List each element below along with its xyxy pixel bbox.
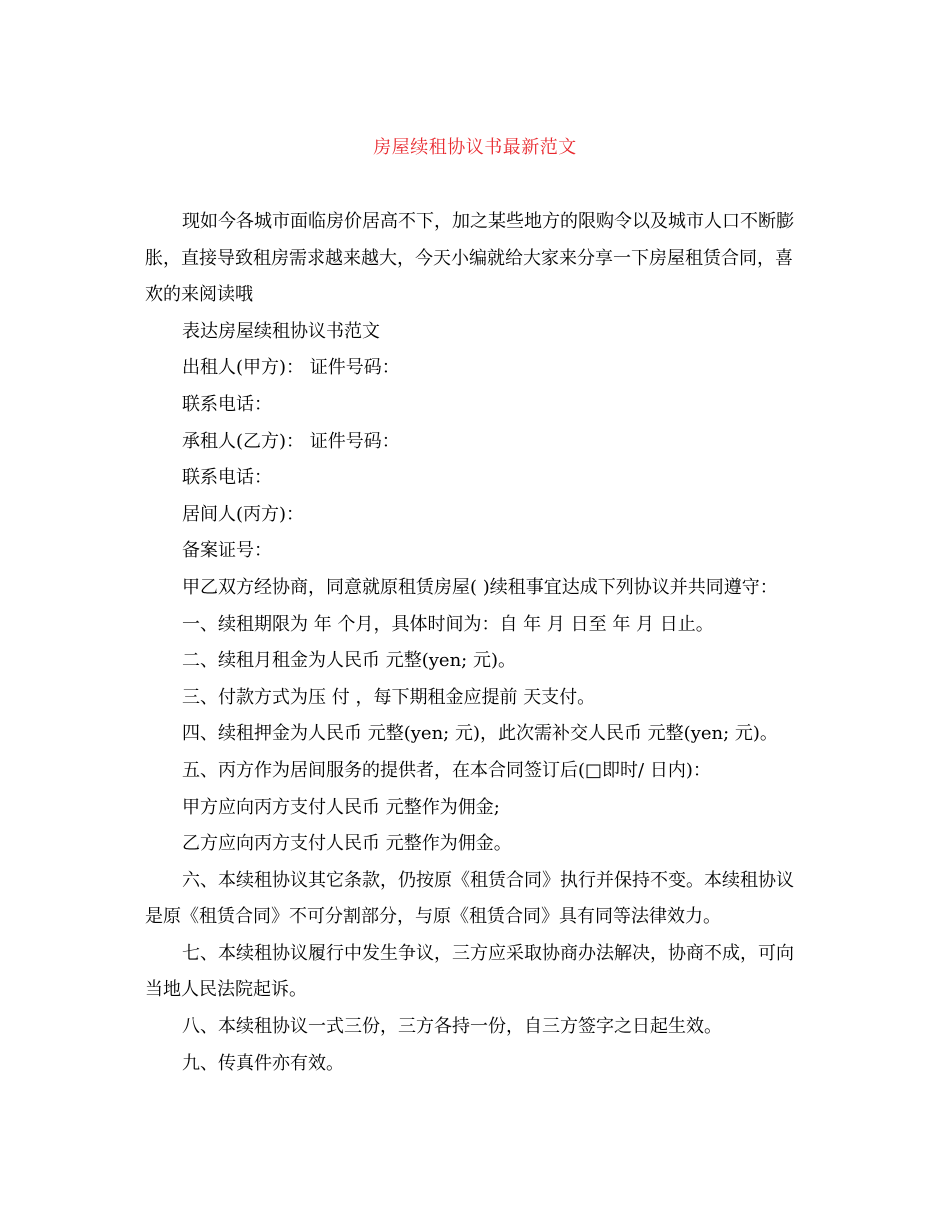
clause-6: 六、本续租协议其它条款，仍按原《租赁合同》执行并保持不变。本续租协议是原《租赁合同》不可分割部分，与原《租赁合同》具有同等法律效力。: [145, 869, 794, 928]
lessee-line: 承租人(乙方)： 证件号码：: [182, 430, 400, 452]
agreement-preamble: 甲乙双方经协商，同意就原租赁房屋( )续租事宜达成下列协议并共同遵守：: [182, 576, 778, 598]
clause-5-party-b: 乙方应向丙方支付人民币 元整作为佣金。: [182, 833, 512, 855]
clause-4: 四、续租押金为人民币 元整(yen; 元)，此次需补交人民币 元整(yen; 元)。: [182, 723, 778, 745]
document-title: 房屋续租协议书最新范文: [373, 137, 577, 158]
clause-5-party-a: 甲方应向丙方支付人民币 元整作为佣金;: [182, 796, 500, 818]
clause-9: 九、传真件亦有效。: [182, 1052, 344, 1074]
clause-1: 一、续租期限为 年 个月，具体时间为：自 年 月 日至 年 月 日止。: [182, 613, 714, 635]
intro-paragraph: 现如今各城市面临房价居高不下，加之某些地方的限购令以及城市人口不断膨胀，直接导致租房需求越来越大，今天小编就给大家来分享一下房屋租赁合同，喜欢的来阅读哦: [145, 211, 794, 306]
clause-5: 五、丙方作为居间服务的提供者，在本合同签订后(□即时/ 日内)：: [182, 759, 711, 781]
lessor-phone-line: 联系电话：: [182, 393, 272, 415]
clause-3: 三、付款方式为压 付 ，每下期租金应提前 天支付。: [182, 686, 596, 708]
filing-number-line: 备案证号：: [182, 540, 272, 562]
document-body: [145, 204, 805, 1082]
clause-2: 二、续租月租金为人民币 元整(yen; 元)。: [182, 650, 516, 672]
intermediary-line: 居间人(丙方)：: [182, 503, 305, 525]
lessee-phone-line: 联系电话：: [182, 467, 272, 489]
clause-8: 八、本续租协议一式三份，三方各持一份，自三方签字之日起生效。: [182, 1016, 722, 1038]
lessor-line: 出租人(甲方)： 证件号码：: [182, 357, 400, 379]
clause-7: 七、本续租协议履行中发生争议，三方应采取协商办法解决，协商不成，可向当地人民法院起诉。: [145, 942, 794, 1001]
section-heading: 表达房屋续租协议书范文: [182, 320, 380, 342]
